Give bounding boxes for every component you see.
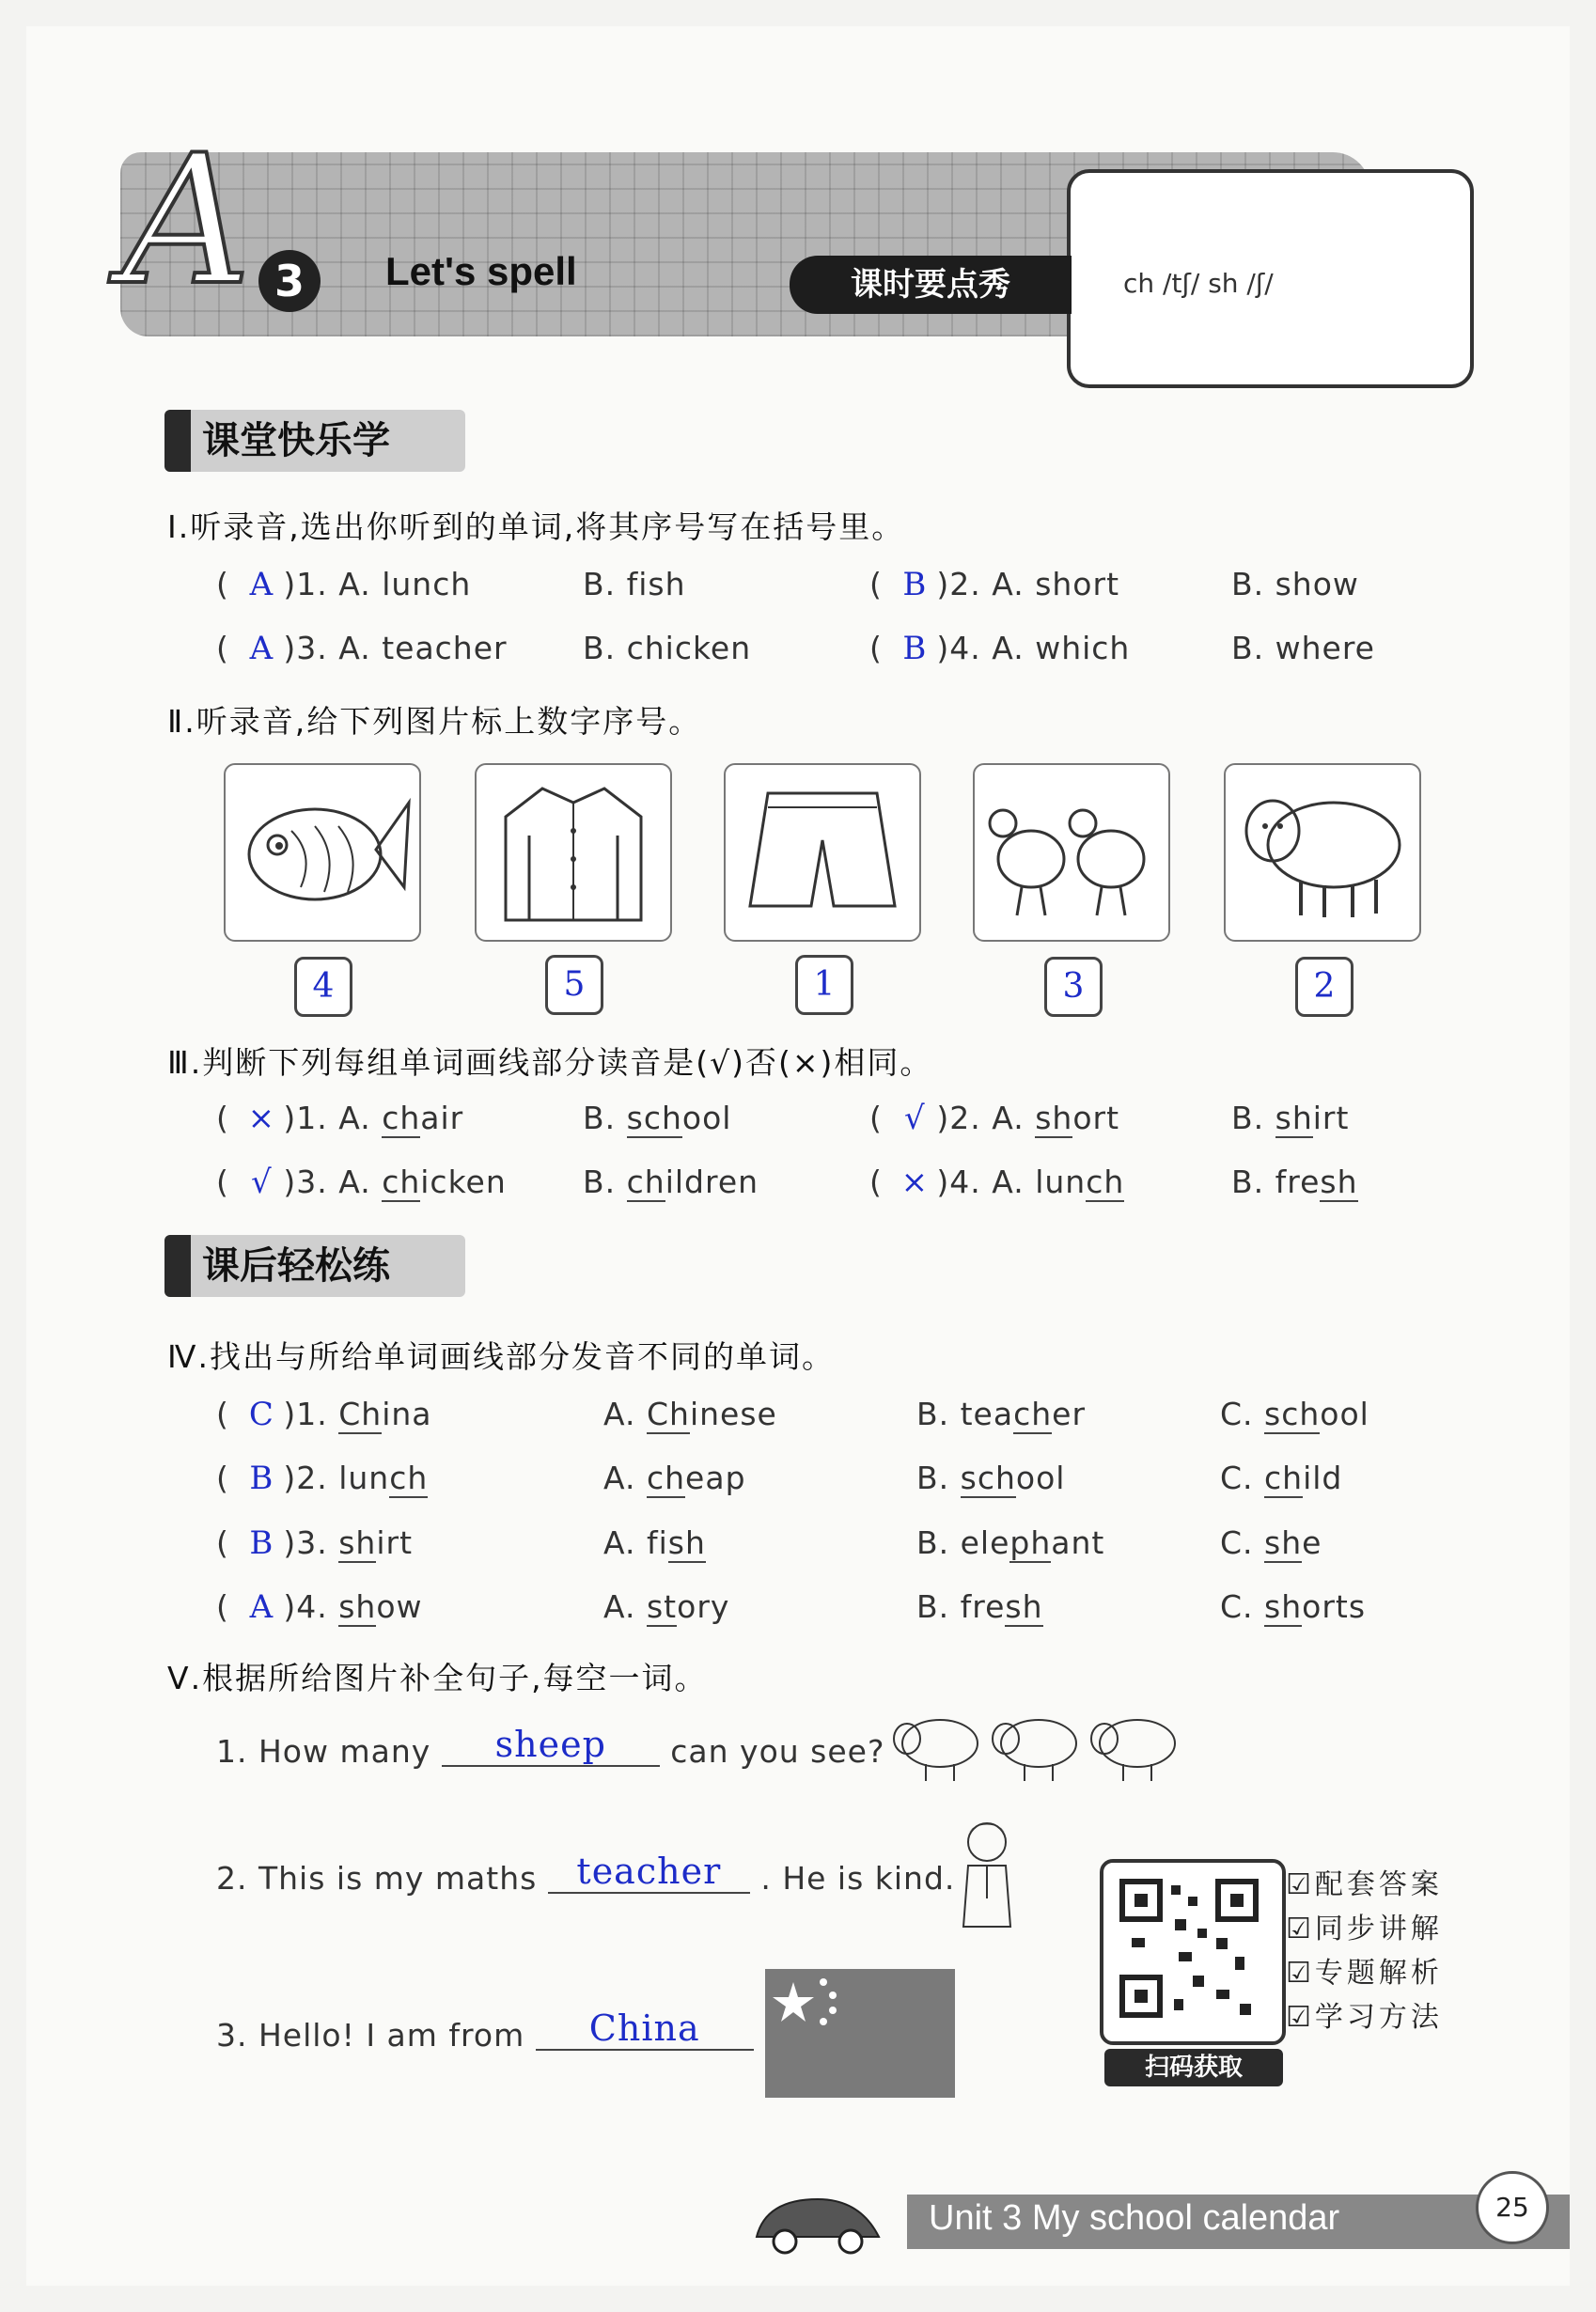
checkbox-icon: ☑ (1286, 1868, 1315, 1901)
shirt-icon (477, 765, 670, 940)
rest: ina (382, 1396, 432, 1432)
sentence-end: can you see? (670, 1733, 885, 1770)
chickens-picture (973, 763, 1170, 942)
checkbox-icon: ☑ (1286, 1913, 1315, 1945)
unit-title: Unit 3 My school calendar (929, 2198, 1340, 2238)
q3-item-4: ( × )4. A. lunch (869, 1164, 1125, 1201)
qr-code[interactable] (1100, 1859, 1286, 2045)
q1-item-1-b: B. fish (583, 566, 686, 602)
prefix: B. (583, 1164, 627, 1200)
q1-item-1: ( A )1. A. lunch (216, 566, 472, 603)
shirt-picture (475, 763, 672, 942)
q3-item-3-b (583, 1164, 759, 1200)
prefix: A. (603, 1460, 647, 1496)
option-a: )3. A. teacher (283, 630, 508, 666)
rest: ool (1320, 1396, 1369, 1432)
key-points-tab: 课时要点秀 (790, 256, 1072, 314)
stem: )4. (283, 1588, 339, 1625)
rest: ow (376, 1588, 423, 1625)
resource-item (1286, 1995, 1443, 2039)
prefix: B. ele (916, 1524, 1010, 1561)
underline: sh (1264, 1588, 1303, 1625)
option-a: )4. A. which (936, 630, 1131, 666)
underline: ch (389, 1460, 429, 1496)
q4-item-3-b (916, 1524, 1104, 1561)
picture-number-1: 4 (294, 957, 352, 1017)
fish-picture (224, 763, 421, 942)
banner-number: 3 (258, 250, 321, 312)
sentence-1 (216, 1724, 885, 1773)
stem: )1. (283, 1396, 339, 1432)
underline: ch (1013, 1396, 1053, 1432)
resource-item (1286, 1907, 1443, 1951)
q4-item-2-b (916, 1460, 1065, 1496)
q1-item-4: ( B )4. A. which (869, 630, 1131, 667)
underline: sh (338, 1524, 377, 1561)
q4-item-3-c (1220, 1524, 1322, 1561)
qr-code-icon (1103, 1863, 1275, 2034)
prefix: B. (583, 1100, 627, 1136)
rest: eap (685, 1460, 746, 1496)
picture-number-2: 5 (545, 955, 603, 1015)
rest: ool (1015, 1460, 1066, 1496)
section-after-class: 课后轻松练 (164, 1235, 465, 1297)
shorts-picture (724, 763, 921, 942)
answer: A (249, 566, 274, 603)
underline: ch (646, 1460, 686, 1496)
sheep-picture (1224, 763, 1421, 942)
prefix: )3. A. (283, 1164, 383, 1200)
rest: icken (420, 1164, 507, 1200)
prefix: )2. A. (936, 1100, 1036, 1136)
q4-item-3-a (603, 1524, 706, 1561)
prefix: C. (1220, 1396, 1265, 1432)
prefix: B. fre (916, 1588, 1006, 1625)
prefix: B. (1231, 1100, 1275, 1136)
rest: ild (1303, 1460, 1343, 1496)
q4-item-3: ( B )3. shirt (216, 1524, 414, 1562)
teacher-icon (945, 1814, 1029, 1945)
checkbox-icon: ☑ (1286, 2001, 1315, 2034)
answer: × (247, 1100, 276, 1137)
key-points-text: ch /tʃ/ sh /ʃ/ (1123, 268, 1274, 299)
q4-item-2-a (603, 1460, 746, 1496)
option-a: )2. A. short (936, 566, 1120, 602)
sentence-2 (216, 1851, 956, 1899)
q4-item-4-b (916, 1588, 1043, 1625)
picture-number-5: 2 (1295, 957, 1353, 1017)
rest: er (1052, 1396, 1087, 1432)
resource-item (1286, 1951, 1443, 1995)
rest: irt (1312, 1100, 1350, 1136)
underline: ch (1264, 1460, 1304, 1496)
scan-label[interactable]: 扫码获取 (1104, 2049, 1283, 2086)
answer: C (248, 1396, 274, 1433)
stem: )3. (283, 1524, 339, 1561)
q4-item-1-b (916, 1396, 1086, 1432)
question-3-title: Ⅲ.判断下列每组单词画线部分读音是(√)否(×)相同。 (167, 1044, 933, 1081)
sentence-end: . He is kind. (760, 1860, 956, 1897)
checkbox-icon: ☑ (1286, 1957, 1315, 1990)
underline: st (646, 1588, 678, 1625)
answer: A (249, 630, 274, 667)
question-5-title: Ⅴ.根据所给图片补全句子,每空一词。 (167, 1660, 708, 1696)
answer-blank: teacher (548, 1851, 750, 1894)
q1-item-2: ( B )2. A. short (869, 566, 1120, 603)
q3-item-1: ( × )1. A. chair (216, 1100, 464, 1137)
answer: × (900, 1164, 930, 1201)
q4-item-1: ( C )1. China (216, 1396, 432, 1433)
rest: irt (376, 1524, 414, 1561)
rest: air (420, 1100, 464, 1136)
rest: ool (681, 1100, 732, 1136)
answer-blank: sheep (442, 1724, 660, 1767)
fish-icon (226, 765, 419, 940)
q4-item-2: ( B )2. lunch (216, 1460, 429, 1497)
underline: ch (626, 1164, 665, 1200)
chickens-icon (975, 765, 1168, 940)
answer: A (249, 1588, 274, 1626)
question-2-title: Ⅱ.听录音,给下列图片标上数字序号。 (167, 703, 702, 740)
picture-number-3: 1 (795, 955, 853, 1015)
underline: sch (626, 1100, 682, 1136)
page-number: 25 (1476, 2171, 1549, 2244)
q1-item-4-b: B. where (1231, 630, 1375, 666)
lesson-title: Let's spell (385, 249, 577, 293)
q3-item-2-b (1231, 1100, 1349, 1136)
underline: ch (382, 1100, 421, 1136)
underline: sh (338, 1588, 377, 1625)
q3-item-3: ( √ )3. A. chicken (216, 1164, 507, 1201)
underline: sh (1264, 1524, 1303, 1561)
prefix: C. (1220, 1588, 1265, 1625)
car-icon (747, 2185, 888, 2260)
underline: ph (1009, 1524, 1052, 1561)
underline: ch (1086, 1164, 1125, 1200)
sheep-icon (1226, 765, 1419, 940)
underline: sh (1320, 1164, 1358, 1200)
prefix: )1. A. (283, 1100, 383, 1136)
answer: B (249, 1524, 274, 1562)
china-flag-icon (765, 1969, 955, 2098)
answer: √ (904, 1100, 926, 1137)
answer: B (249, 1460, 274, 1497)
q4-item-1-a (603, 1396, 777, 1432)
q1-item-3-b: B. chicken (583, 630, 752, 666)
rest: ort (1072, 1100, 1120, 1136)
rest: ildren (665, 1164, 759, 1200)
resource-label: 专题解析 (1314, 1957, 1443, 1990)
prefix: )4. A. lun (936, 1164, 1087, 1200)
sentence-start: 1. How many (216, 1733, 431, 1770)
q4-item-1-c (1220, 1396, 1369, 1432)
q1-item-3: ( A )3. A. teacher (216, 630, 508, 667)
prefix: A. (603, 1588, 647, 1625)
shorts-icon (726, 765, 919, 940)
picture-number-4: 3 (1044, 957, 1103, 1017)
q3-item-1-b (583, 1100, 731, 1136)
section-class-learn: 课堂快乐学 (164, 410, 465, 472)
q3-item-2: ( √ )2. A. short (869, 1100, 1120, 1137)
rest: ant (1051, 1524, 1105, 1561)
underline: sch (1264, 1396, 1321, 1432)
answer: B (902, 630, 928, 667)
option-a: )1. A. lunch (283, 566, 472, 602)
resource-label: 学习方法 (1314, 2001, 1443, 2034)
prefix: C. (1220, 1524, 1265, 1561)
underline: Ch (646, 1396, 690, 1432)
underline: sh (667, 1524, 706, 1561)
q4-item-4-a (603, 1588, 729, 1625)
resource-item (1286, 1863, 1443, 1907)
resource-label: 同步讲解 (1314, 1913, 1443, 1945)
rest: inese (689, 1396, 777, 1432)
prefix: A. fi (603, 1524, 668, 1561)
prefix: B. fre (1231, 1164, 1321, 1200)
sentence-3 (216, 2007, 775, 2056)
answer: √ (251, 1164, 273, 1201)
rest: e (1302, 1524, 1322, 1561)
q3-item-4-b (1231, 1164, 1358, 1200)
answer-blank: China (536, 2007, 754, 2051)
q4-item-2-c (1220, 1460, 1342, 1496)
underline: sh (1035, 1100, 1073, 1136)
answer: B (902, 566, 928, 603)
qr-resource-list (1286, 1863, 1443, 2039)
q4-item-4: ( A )4. show (216, 1588, 423, 1626)
prefix: C. (1220, 1460, 1265, 1496)
rest: orts (1302, 1588, 1367, 1625)
resource-label: 配套答案 (1314, 1868, 1443, 1901)
q4-item-4-c (1220, 1588, 1366, 1625)
sentence-start: 2. This is my maths (216, 1860, 538, 1897)
prefix: B. tea (916, 1396, 1014, 1432)
question-1-title: Ⅰ.听录音,选出你听到的单词,将其序号写在括号里。 (167, 508, 905, 545)
underline: Ch (338, 1396, 383, 1432)
prefix: B. (916, 1460, 961, 1496)
three-sheep-icon (884, 1706, 1184, 1790)
underline: sh (1005, 1588, 1043, 1625)
q1-item-2-b: B. show (1231, 566, 1359, 602)
prefix: A. (603, 1396, 647, 1432)
question-4-title: Ⅳ.找出与所给单词画线部分发音不同的单词。 (167, 1338, 835, 1375)
stem: )2. lun (283, 1460, 390, 1496)
underline: ch (382, 1164, 421, 1200)
rest: ory (677, 1588, 730, 1625)
underline: sch (960, 1460, 1016, 1496)
underline: sh (1275, 1100, 1313, 1136)
banner-letter: A (122, 117, 252, 324)
sentence-start: 3. Hello! I am from (216, 2017, 525, 2054)
